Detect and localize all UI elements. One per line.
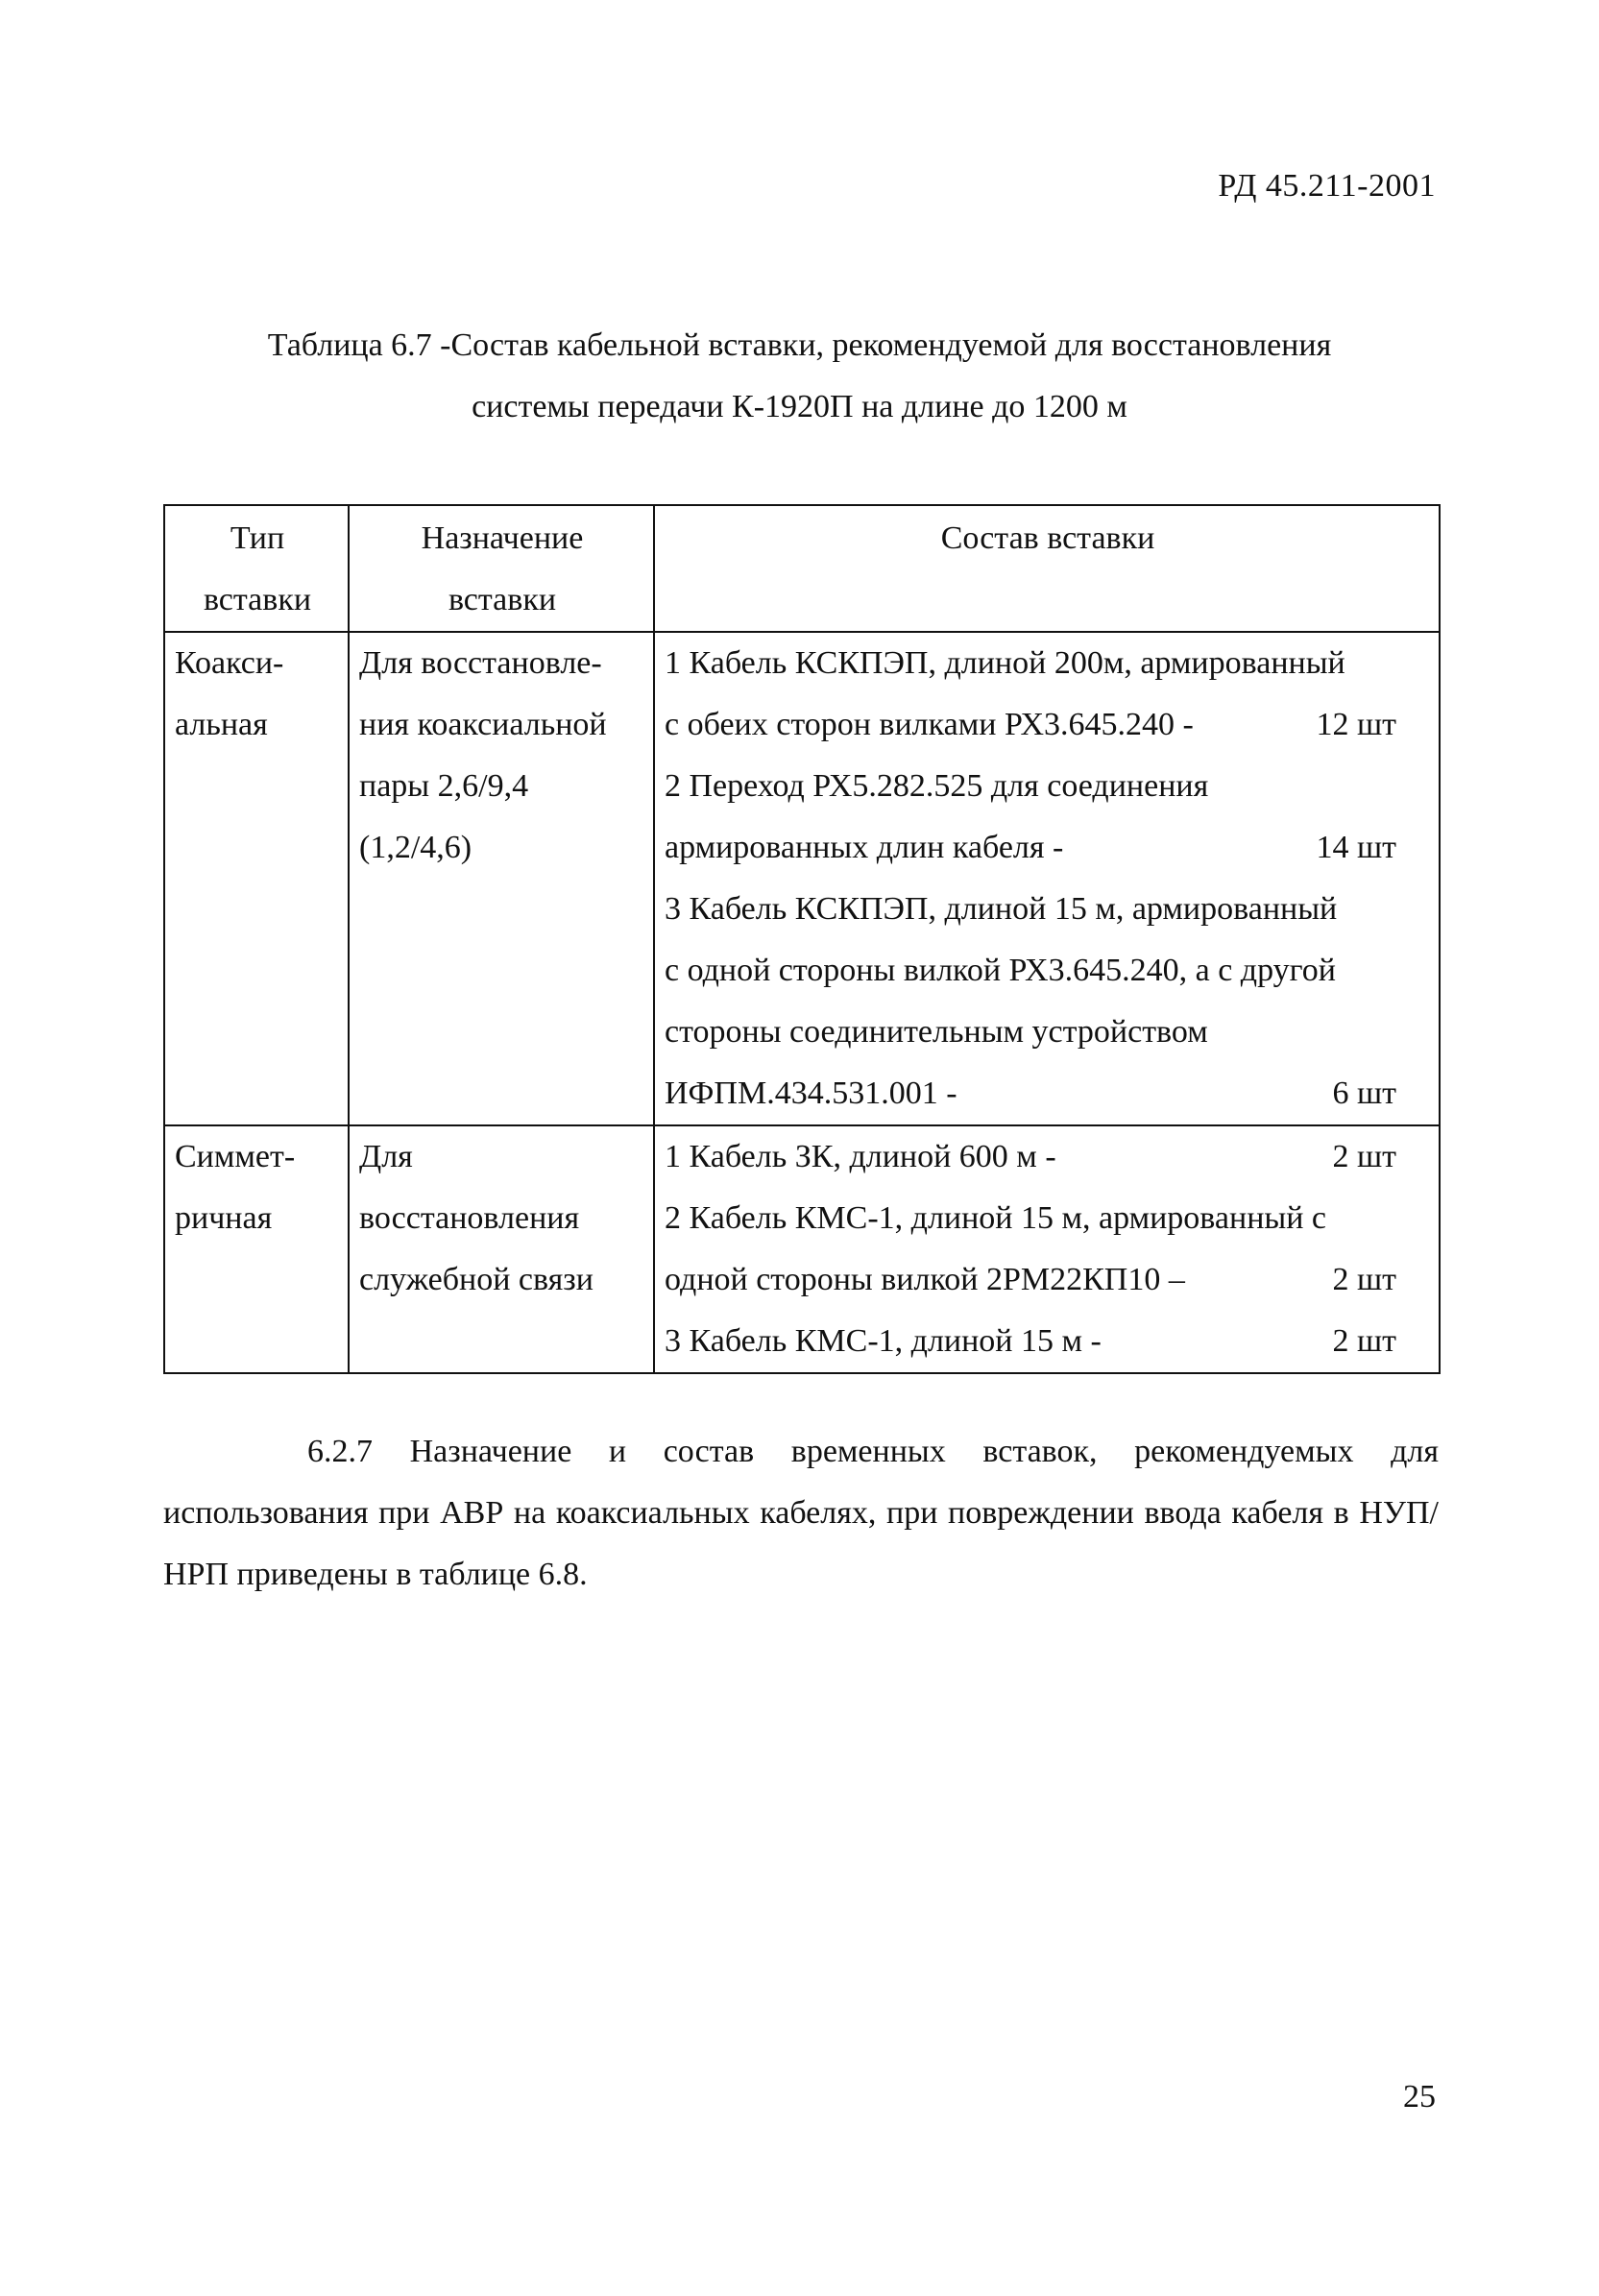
purpose-line: пары 2,6/9,4 xyxy=(359,768,529,804)
composition-qty xyxy=(1396,756,1431,817)
header-type-line-1: Тип xyxy=(230,520,285,556)
type-line: альная xyxy=(175,707,268,742)
type-line: Коакси- xyxy=(175,645,284,681)
composition-qty: 2 шт xyxy=(1332,1262,1396,1297)
composition-text: с обеих сторон вилками РХ3.645.240 - xyxy=(665,707,1194,742)
composition-line xyxy=(665,817,1431,879)
table-row-symmetric xyxy=(164,1125,1440,1373)
header-composition-text: Состав вставки xyxy=(940,520,1155,556)
composition-line xyxy=(665,1188,1431,1249)
page-number: 25 xyxy=(1403,2079,1436,2115)
composition-text: 3 Кабель КМС-1, длиной 15 м - xyxy=(665,1323,1102,1359)
cell-composition xyxy=(654,1125,1440,1373)
header-purpose xyxy=(349,505,654,632)
table-caption-line-2: системы передачи К-1920П на длине до 1200 м xyxy=(472,389,1127,424)
document-code: РД 45.211-2001 xyxy=(1218,168,1436,204)
composition-qty xyxy=(1396,1002,1431,1063)
composition-text: ИФПМ.434.531.001 - xyxy=(665,1075,957,1111)
composition-line xyxy=(665,1063,1431,1124)
type-line: Симмет- xyxy=(175,1139,296,1174)
composition-qty: 12 шт xyxy=(1316,707,1396,742)
composition-text: 1 Кабель ЗК, длиной 600 м - xyxy=(665,1139,1056,1174)
composition-qty xyxy=(1396,940,1431,1002)
type-line: ричная xyxy=(175,1200,273,1236)
composition-line xyxy=(665,633,1431,694)
purpose-line: Для восстановле- xyxy=(359,645,602,681)
table-header-row xyxy=(164,505,1440,632)
composition-qty: 2 шт xyxy=(1332,1139,1396,1174)
composition-line xyxy=(665,1249,1431,1311)
cell-purpose xyxy=(349,632,654,1125)
table-row-coaxial xyxy=(164,632,1440,1125)
composition-text: 2 Кабель КМС-1, длиной 15 м, армированный с xyxy=(665,1200,1327,1236)
purpose-line: Для xyxy=(359,1139,413,1174)
composition-qty xyxy=(1396,1188,1431,1249)
composition-line xyxy=(665,756,1431,817)
header-purpose-line-2: вставки xyxy=(448,582,557,617)
composition-text: армированных длин кабеля - xyxy=(665,830,1064,865)
composition-qty: 2 шт xyxy=(1332,1323,1396,1359)
cell-type xyxy=(164,1125,349,1373)
composition-text: 2 Переход РХ5.282.525 для соединения xyxy=(665,768,1209,804)
header-type-line-2: вставки xyxy=(203,582,312,617)
composition-text: 1 Кабель КСКПЭП, длиной 200м, армированный xyxy=(665,645,1345,681)
body-paragraph xyxy=(163,1421,1439,1606)
table-caption-line-1: Таблица 6.7 -Состав кабельной вставки, рекомендуемой для восстановления xyxy=(267,327,1332,363)
header-type xyxy=(164,505,349,632)
header-purpose-line-1: Назначение xyxy=(421,520,584,556)
table-caption xyxy=(163,315,1436,438)
composition-text: с одной стороны вилкой РХ3.645.240, а с другой xyxy=(665,953,1336,988)
cell-type xyxy=(164,632,349,1125)
composition-line xyxy=(665,940,1431,1002)
purpose-line: восстановления xyxy=(359,1200,580,1236)
purpose-line: (1,2/4,6) xyxy=(359,830,472,865)
cell-purpose xyxy=(349,1125,654,1373)
composition-line xyxy=(665,879,1431,940)
composition-qty xyxy=(1396,633,1431,694)
composition-qty: 6 шт xyxy=(1332,1075,1396,1111)
paragraph-text: 6.2.7 Назначение и состав временных вставок, рекомендуемых для использования при АВР на коаксиальных кабелях, при повреждении ввода кабеля в НУП/НРП приведены в таблице 6.8. xyxy=(163,1434,1439,1592)
header-composition xyxy=(654,505,1440,632)
composition-text: одной стороны вилкой 2РМ22КП10 – xyxy=(665,1262,1185,1297)
cell-composition xyxy=(654,632,1440,1125)
composition-qty xyxy=(1396,879,1431,940)
composition-line xyxy=(665,1311,1431,1372)
purpose-line: ния коаксиальной xyxy=(359,707,607,742)
purpose-line: служебной связи xyxy=(359,1262,594,1297)
composition-text: 3 Кабель КСКПЭП, длиной 15 м, армированный xyxy=(665,891,1338,927)
composition-line xyxy=(665,1002,1431,1063)
cable-insert-table xyxy=(163,504,1441,1374)
composition-qty: 14 шт xyxy=(1316,830,1396,865)
composition-line xyxy=(665,1126,1431,1188)
composition-text: стороны соединительным устройством xyxy=(665,1014,1208,1050)
composition-line xyxy=(665,694,1431,756)
